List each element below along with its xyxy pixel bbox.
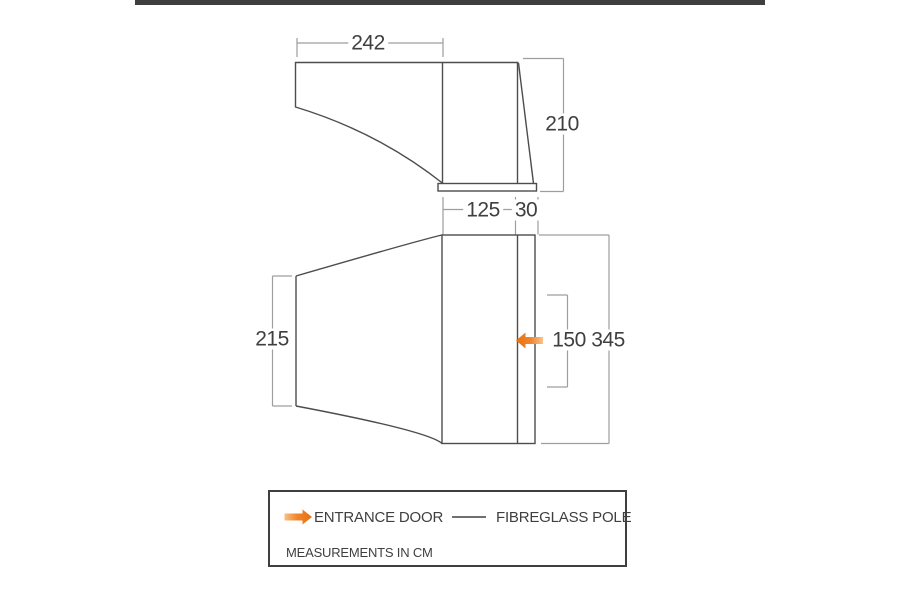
entrance-door-legend-arrow-icon <box>284 509 312 525</box>
entrance-door-arrow-icon <box>516 333 543 349</box>
dim-label-345: 345 <box>588 330 628 351</box>
top-view <box>296 235 535 444</box>
dim-label-150: 150 <box>549 330 589 351</box>
dim-label-215: 215 <box>252 329 292 350</box>
dim-label-210: 210 <box>542 114 582 135</box>
side-view-front-slant <box>519 63 534 184</box>
side-view <box>296 63 537 192</box>
dim-label-125: 125 <box>463 200 503 221</box>
side-view-ground-bar <box>438 184 537 192</box>
legend-entrance-door-label: ENTRANCE DOOR <box>314 509 444 526</box>
top-view-tunnel-outline <box>296 235 442 444</box>
legend-fibreglass-pole-label: FIBREGLASS POLE <box>496 509 632 526</box>
side-view-outline <box>296 63 519 184</box>
fibreglass-pole-line-icon <box>452 516 486 518</box>
dim-label-30: 30 <box>512 200 540 221</box>
legend-measurements-note: MEASUREMENTS IN CM <box>286 545 433 560</box>
dim-label-242: 242 <box>348 33 388 54</box>
